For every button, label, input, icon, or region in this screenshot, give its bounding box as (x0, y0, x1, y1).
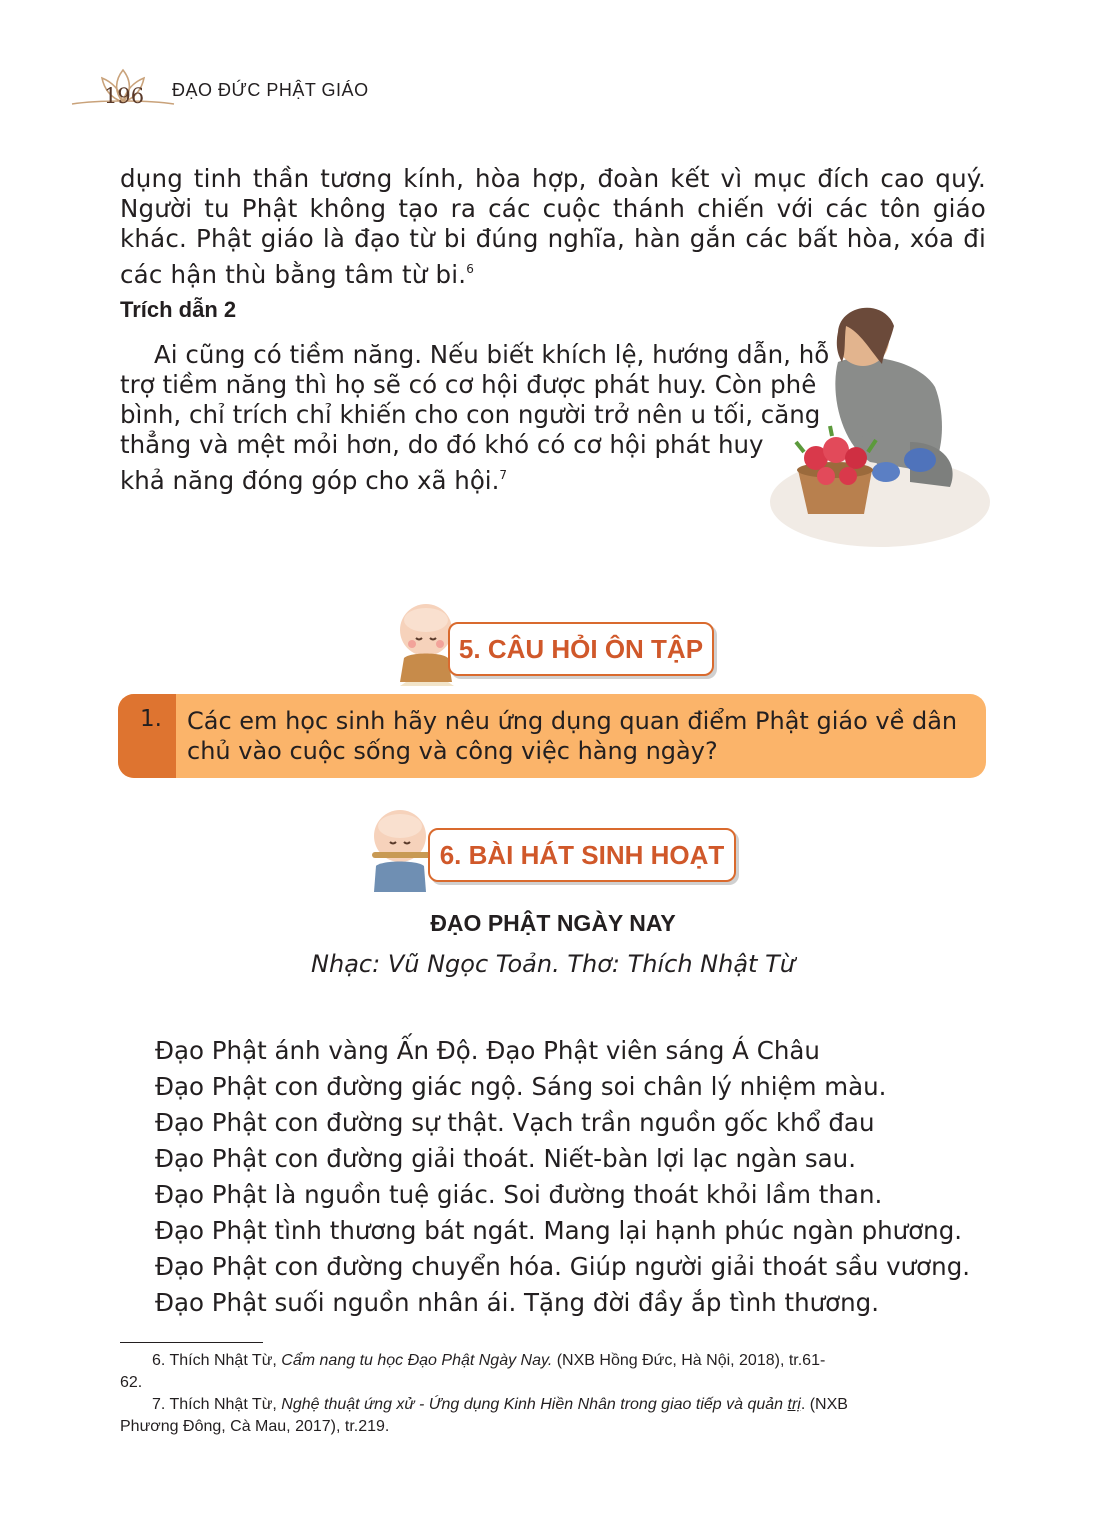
footnote-6-author: 6. Thích Nhật Từ, (152, 1352, 282, 1369)
footnote-ref-7: 7 (499, 468, 508, 482)
footnote-6-pages: 62. (120, 1374, 143, 1391)
footnote-7-title: Nghệ thuật ứng xử - Ứng dụng Kinh Hiền Nhân trong giao tiếp và quản (281, 1396, 788, 1413)
footnote-6-publisher: (NXB Hồng Đức, Hà Nội, 2018), tr.61- (552, 1352, 826, 1369)
footnote-6-title: Cẩm nang tu học Đạo Phật Ngày Nay. (281, 1352, 553, 1369)
quote-line: trợ tiềm năng thì họ sẽ có cơ hội được phát huy. Còn phê (120, 370, 817, 399)
section-5-badge (448, 622, 714, 676)
lyric-line: Đạo Phật con đường chuyển hóa. Giúp người giải thoát sầu vương. (155, 1252, 971, 1281)
intro-paragraph (120, 164, 986, 290)
gardener-illustration (760, 292, 992, 554)
quote-line: bình, chỉ trích chỉ khiến cho con người trở nên u tối, căng (120, 400, 821, 429)
footnote-7-author: 7. Thích Nhật Từ, (152, 1396, 282, 1413)
page-number: 196 (104, 84, 145, 108)
footnote-7-title-end: trị (787, 1396, 801, 1413)
quote-line: khả năng đóng góp cho xã hội. (120, 466, 500, 495)
footnote-ref-6: 6 (466, 262, 475, 276)
quote-line: thẳng và mệt mỏi hơn, do đó khó có cơ hội phát huy (120, 430, 764, 459)
lyric-line: Đạo Phật con đường giải thoát. Niết-bàn lợi lạc ngàn sau. (155, 1144, 856, 1173)
footnote-7-publisher: . (NXB (800, 1396, 848, 1413)
lyric-line: Đạo Phật con đường giác ngộ. Sáng soi chân lý nhiệm màu. (155, 1072, 887, 1101)
page-header (68, 66, 408, 112)
lyric-line: Đạo Phật là nguồn tuệ giác. Soi đường thoát khỏi lầm than. (155, 1180, 883, 1209)
section-5-title: 5. CÂU HỎI ÔN TẬP (458, 634, 704, 664)
footnote-7 (120, 1394, 990, 1438)
quote-heading: Trích dẫn 2 (120, 297, 237, 322)
footnote-7-pages: Phương Đông, Cà Mau, 2017), tr.219. (120, 1418, 390, 1435)
footnote-6 (120, 1350, 990, 1394)
section-6-badge (428, 828, 736, 882)
lyric-line: Đạo Phật tình thương bát ngát. Mang lại hạnh phúc ngàn phương. (155, 1216, 963, 1245)
song-lyrics (155, 1033, 970, 1321)
lyric-line: Đạo Phật con đường sự thật. Vạch trần nguồn gốc khổ đau (155, 1108, 875, 1137)
question-text: Các em học sinh hãy nêu ứng dụng quan điểm Phật giáo về dân chủ vào cuộc sống và công việc hàng ngày? (187, 707, 958, 765)
intro-text: dụng tinh thần tương kính, hòa hợp, đoàn kết vì mục đích cao quý. Người tu Phật không tạo ra các cuộc thánh chiến với các tôn giáo khác. Phật giáo là đạo từ bi đúng nghĩa, hàn gắn các bất hòa, xóa đi các hận thù bằng tâm từ bi. (120, 164, 986, 289)
song-title: ĐẠO PHẬT NGÀY NAY (430, 910, 676, 936)
lyric-line: Đạo Phật ánh vàng Ấn Độ. Đạo Phật viên sáng Á Châu (155, 1036, 820, 1065)
lyric-line: Đạo Phật suối nguồn nhân ái. Tặng đời đầy ắp tình thương. (155, 1288, 880, 1317)
book-title: ĐẠO ĐỨC PHẬT GIÁO (172, 80, 369, 100)
quote-paragraph (120, 340, 840, 496)
song-credit: Nhạc: Vũ Ngọc Toản. Thơ: Thích Nhật Từ (311, 950, 795, 978)
section-6-title: 6. BÀI HÁT SINH HOẠT (439, 840, 725, 870)
quote-line: Ai cũng có tiềm năng. Nếu biết khích lệ, hướng dẫn, hỗ (154, 340, 830, 369)
question-number: 1. (140, 706, 162, 732)
footnote-divider (120, 1342, 263, 1343)
